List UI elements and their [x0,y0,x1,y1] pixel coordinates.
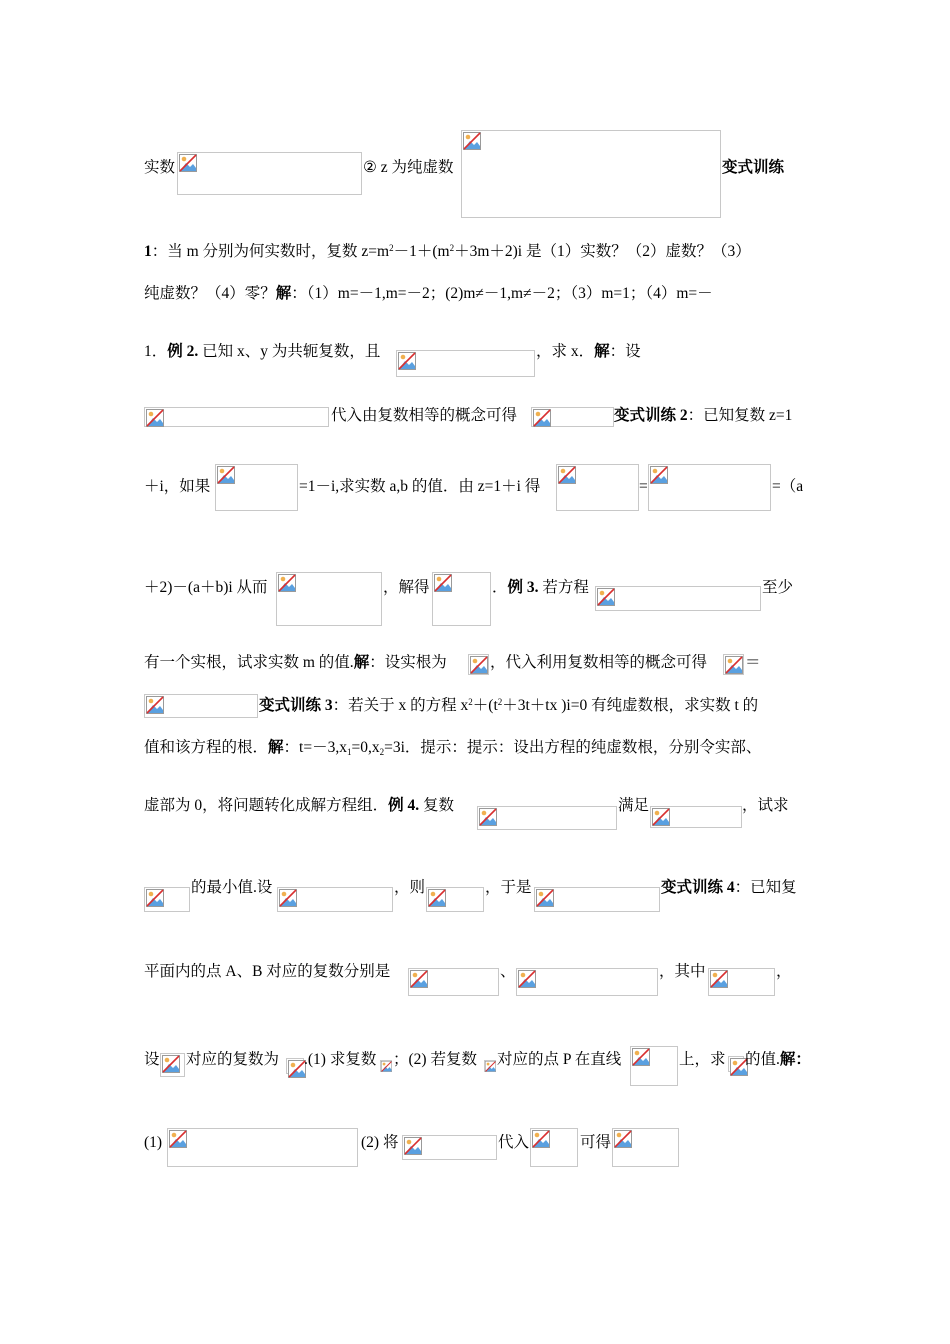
text-segment: 代入由复数相等的概念可得 [331,407,518,424]
formula-image [402,1135,497,1160]
formula-image [516,968,658,996]
broken-image-icon [650,466,668,484]
broken-image-icon [146,696,164,714]
text-segment: 实数 [144,159,176,176]
broken-image-icon [532,1130,550,1148]
text-segment: =1－i,求实数 a,b 的值．由 z=1＋i 得 [299,478,541,495]
text-segment: 对应的复数为 [186,1051,280,1068]
text-line: 虚部为 0，将问题转化成解方程组．例 4. 复数 [144,797,455,814]
formula-image [167,1128,358,1167]
broken-image-icon [632,1048,650,1066]
formula-image [556,464,639,511]
formula-image [160,1053,185,1077]
broken-image-icon [428,889,446,907]
text-segment: (1) [144,1134,163,1151]
text-segment: 代入 [498,1134,530,1151]
broken-image-icon [652,808,670,826]
formula-image [380,1060,392,1072]
text-line: ．例 3. 若方程 [492,579,589,596]
text-line: 变式训练 2：已知复数 z=1 [614,407,793,424]
broken-image-icon [434,574,452,592]
broken-image-icon [485,1061,496,1072]
text-segment: (2) 将 [361,1134,399,1151]
broken-image-icon [710,970,728,988]
broken-image-icon [725,656,743,674]
broken-image-icon [410,970,428,988]
text-line: 有一个实根，试求实数 m 的值.解：设实根为 [144,654,447,671]
formula-image [432,572,491,626]
broken-image-icon [470,656,488,674]
text-segment: 、 [500,963,516,980]
formula-image [595,586,761,611]
broken-image-icon [404,1137,422,1155]
text-segment: 平面内的点 A、B 对应的复数分别是 [144,963,391,980]
formula-image [723,654,744,675]
text-line: ，求 x．解：设 [536,343,641,360]
text-segment: 设 [144,1051,160,1068]
formula-image [468,654,489,675]
text-segment: ，代入利用复数相等的概念可得 [490,654,708,671]
formula-image [534,887,660,912]
text-line: 的值.解： [745,1051,811,1068]
text-segment: 可得 [580,1134,612,1151]
broken-image-icon [536,889,554,907]
formula-image [396,350,535,377]
formula-image [728,1056,744,1072]
text-segment: 对应的点 P 在直线 [497,1051,622,1068]
text-segment: ，解得 [383,579,430,596]
formula-image [144,407,329,427]
text-line: 1：当 m 分别为何实数时，复数 $z=m^2-1+(m^2+3m+2)i$ 是（1）实数？（2）虚数？（3） [144,243,751,260]
broken-image-icon [217,466,235,484]
broken-image-icon [533,409,551,427]
formula-image [461,130,721,218]
formula-image [426,887,484,912]
broken-image-icon [518,970,536,988]
text-segment: .(1) 求复数 [304,1051,377,1068]
broken-image-icon [169,1130,187,1148]
text-segment: ， [776,963,792,980]
text-line: 值和该方程的根．解：$t=-3,x_1=0,x_2=3i$．提示：提示：设出方程的纯虚数根，分别令实部、 [144,739,762,757]
section-heading: 变式训练 [722,159,785,176]
formula-image [630,1046,678,1086]
text-segment: ＋2)－(a＋b)i 从而 [144,579,268,596]
formula-image [531,407,614,427]
text-segment: 上，求 [679,1051,726,1068]
formula-image [648,464,771,511]
text-segment: ；(2) 若复数 [393,1051,477,1068]
formula-image [215,464,298,511]
broken-image-icon [162,1055,180,1073]
formula-image [612,1128,679,1167]
formula-image [530,1128,578,1167]
text-line: 变式训练 4：已知复 [661,879,797,896]
formula-image [276,572,382,626]
broken-image-icon [597,588,615,606]
text-segment: 满足 [618,797,650,814]
formula-image [277,887,393,912]
broken-image-icon [278,574,296,592]
broken-image-icon [479,808,497,826]
text-segment: ，其中 [659,963,706,980]
formula-image [477,806,617,830]
formula-image [708,968,775,996]
formula-image [484,1060,496,1072]
text-segment: ＝ [745,654,761,671]
broken-image-icon [146,889,164,907]
broken-image-icon [146,409,164,427]
broken-image-icon [558,466,576,484]
formula-image [286,1058,304,1074]
text-segment: 的最小值.设 [191,879,273,896]
text-segment: 至少 [762,579,794,596]
formula-image [177,152,362,195]
text-segment: ，试求 [742,797,789,814]
broken-image-icon [398,352,416,370]
text-segment: =（a [772,478,804,495]
text-segment: ，则 [394,879,426,896]
text-segment: ＋i，如果 [144,478,211,495]
text-line: 变式训练 3：若关于 x 的方程 $x^2+(t^2+3t+tx$ )i=0 有纯虚数根，求实数 t 的 [259,697,759,714]
broken-image-icon [179,154,197,172]
formula-image [650,806,742,828]
formula-image [408,968,499,996]
broken-image-icon [463,132,481,150]
broken-image-icon [279,889,297,907]
text-line: 纯虚数？（4）零？解：（1）m=－1,m=－2；(2)m≠－1,m≠－2；（3）m=1；（4）m=－ [144,285,713,302]
text-segment: ，于是 [485,879,532,896]
text-segment: ② z 为纯虚数 [363,159,454,176]
broken-image-icon [614,1130,632,1148]
formula-image [144,887,190,912]
text-segment: = [639,478,648,495]
text-line: 1．例 2. 已知 x、y 为共轭复数，且 [144,343,381,360]
broken-image-icon [381,1061,392,1072]
formula-image [144,694,258,718]
